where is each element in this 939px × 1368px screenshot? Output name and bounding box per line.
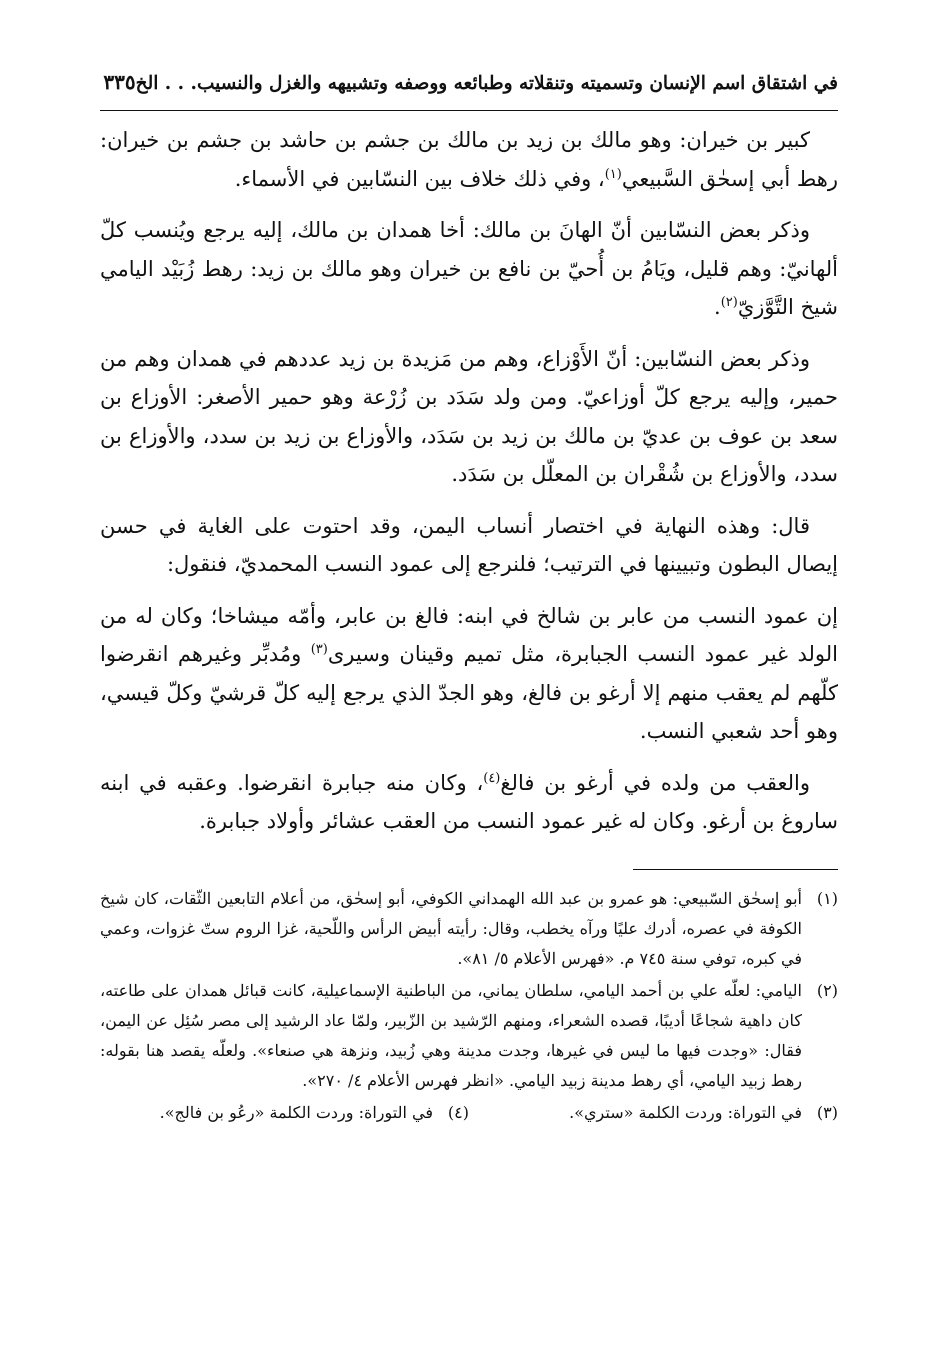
header-rule xyxy=(100,110,838,111)
paragraph-text: قال: وهذه النهاية في اختصار أنساب اليمن، وقد احتوت على الغاية في حسن إيصال البطون وتبيينها في الترتيب؛ فلنرجع إلى عمود النسب المحمديّ، فنقول: xyxy=(100,513,838,576)
paragraph-text: كبير بن خيران: وهو مالك بن زيد بن مالك بن جشم بن حاشد بن جشم بن خيران: رهط أبي إسحٰق السَّبيعي xyxy=(100,128,838,191)
paragraph-2 xyxy=(100,211,838,327)
footnote-4 xyxy=(100,1098,469,1128)
footnote-separator xyxy=(633,869,838,870)
footnote-text: في التوراة: وردت الكلمة «رعُو بن فالج». xyxy=(159,1102,433,1122)
footnote-2 xyxy=(100,976,838,1096)
paragraph-text: . xyxy=(714,295,721,319)
footnote-number: (١) xyxy=(816,888,838,908)
footnote-ref-1[interactable]: (١) xyxy=(604,166,622,182)
paragraph-3 xyxy=(100,340,838,494)
footnote-number: (٣) xyxy=(816,1102,838,1122)
footnote-3 xyxy=(469,1098,838,1128)
paragraph-text: ، وفي ذلك خلاف بين النسّابين في الأسماء. xyxy=(234,166,605,191)
footnote-ref-2[interactable]: (٢) xyxy=(720,295,738,310)
paragraph-5 xyxy=(100,597,838,751)
paragraph-4 xyxy=(100,507,838,584)
paragraph-text: إن عمود النسب من عابر بن شالخ في ابنه: فالغ بن عابر، وأمّه ميشاخا؛ وكان له من الولد غير عمود النسب الجبابرة، مثل تميم وقينان وسيرى xyxy=(100,603,838,666)
footnote-number: (٢) xyxy=(816,980,838,1000)
paragraph-text: والعقب من ولده في أرغو بن فالغ xyxy=(500,770,811,795)
paragraph-text: ومُدبِّر وغيرهم انقرضوا كلّهم لم يعقب منهم إلا أرغو بن فالغ، وهو الجدّ الذي يرجع إليه كلّ قرشيّ وكلّ قيسي، وهو أحد شعبي النسب. xyxy=(100,642,838,743)
paragraph-6 xyxy=(100,764,838,841)
footnote-ref-4[interactable]: (٤) xyxy=(483,770,501,786)
footnote-text: أبو إسحٰق السّبيعي: هو عمرو بن عبد الله الهمداني الكوفي، أبو إسحٰق، من أعلام التابعين الثّقات، كان شيخ الكوفة في عصره، أدرك عليًا ورآه يخطب، وقال: رأيته أبيض الرأس واللّحية، غزا الروم ستّ غزوات، وعمي في كبره، توفي سنة ٧٤٥ م. «فهرس الأعلام ٥/ ٨١». xyxy=(100,888,802,968)
paragraph-text: وذكر بعض النسّابين أنّ الهانَ بن مالك: أخا همدان بن مالك، إليه يرجع ويُنسب كلّ ألهانيّ: وهم قليل، ويَامُ بن أُحيّ بن نافع بن خيران وهو مالك بن زيد: رهط زُبَيْد اليامي شيخ التَّوَّزيّ xyxy=(100,218,838,319)
footnote-row-3-4 xyxy=(100,1098,838,1128)
footnote-number: (٤) xyxy=(447,1102,469,1122)
footnote-ref-3[interactable]: (٣) xyxy=(310,642,328,657)
header-title: في اشتقاق اسم الإنسان وتسميته وتنقلاته وطبائعه ووصفه وتشبيهه والغزل والنسيب. . . الخ xyxy=(135,73,838,94)
footnote-text: في التوراة: وردت الكلمة «ستري». xyxy=(569,1102,802,1122)
running-header xyxy=(100,70,838,110)
paragraph-text: ، وكان منه جبابرة انقرضوا. وعقبه في ابنه ساروغ بن أرغو. وكان له غير عمود النسب من العقب عشائر وأولاد جبابرة. xyxy=(100,770,838,833)
book-page xyxy=(100,70,838,1128)
footnote-1 xyxy=(100,884,838,974)
page-number: ٣٣٥ xyxy=(103,70,136,94)
footnote-text: اليامي: لعلّه علي بن أحمد اليامي، سلطان يماني، من الباطنية الإسماعيلية، كانت قبائل همدان على طاعته، كان داهية شجاعًا أديبًا، قصده الشعراء، ومنهم الرّشيد بن الزّبير، ولمّا عاد الرشيد إلى مصر سُئِل عن اليمن، فقال: «وجدت فيها ما ليس في غيرها، وجدت مدينة وهي زُبيد، ونزهة هي صنعاء». ولعلّه يقصد هنا بقوله: رهط زبيد اليامي، أي رهط مدينة زبيد اليامي. «انظر فهرس الأعلام ٤/ ٢٧٠». xyxy=(100,980,803,1090)
paragraph-text: وذكر بعض النسّابين: أنّ الأَوْزاع، وهم من مَزيدة بن زيد عددهم في همدان وهم من حمير، وإليه يرجع كلّ أوزاعيّ. ومن ولد سَدَد بن زُرْعة وهو حمير الأصغر: الأوزاع بن سعد بن عوف بن عديّ بن مالك بن زيد بن سَدَد، والأوزاع بن زيد بن سدد، والأوزاع بن سدد، والأوزاع بن شُقْران بن المعلّل بن سَدَد. xyxy=(100,346,838,486)
paragraph-1 xyxy=(100,121,838,198)
